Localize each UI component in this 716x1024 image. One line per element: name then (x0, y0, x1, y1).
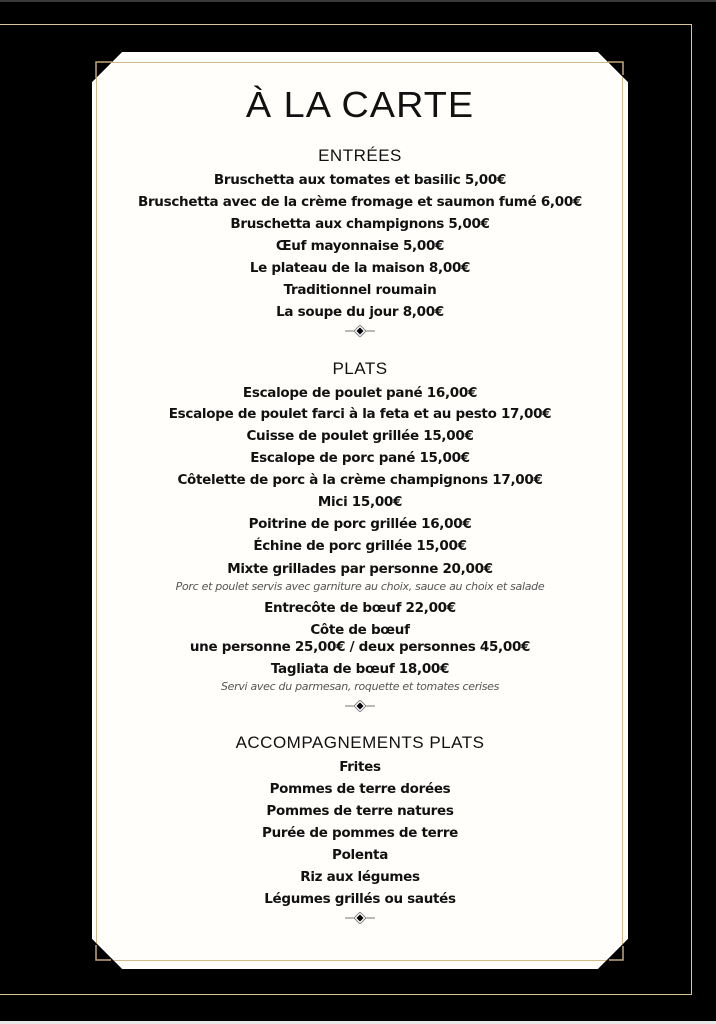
menu-item: une personne 25,00€ / deux personnes 45,00€ (189, 639, 531, 655)
menu-item: Œuf mayonnaise 5,00€ (275, 238, 445, 254)
diamond-divider-icon (345, 912, 375, 924)
menu-item: Riz aux légumes (300, 869, 420, 885)
menu-item: Purée de pommes de terre (261, 825, 459, 841)
menu-item: Frites (339, 759, 381, 775)
menu-item: Escalope de poulet farci à la feta et au pesto 17,00€ (168, 406, 552, 422)
section-title-plats: PLATS (332, 359, 388, 378)
menu-item: Échine de porc grillée 15,00€ (253, 538, 467, 554)
menu-item: Légumes grillés ou sautés (264, 891, 456, 907)
menu-item: Poitrine de porc grillée 16,00€ (248, 516, 472, 532)
menu-item: Bruschetta aux champignons 5,00€ (230, 216, 490, 232)
section-title-accompagnements: ACCOMPAGNEMENTS PLATS (235, 733, 485, 752)
menu-item: Mici 15,00€ (317, 494, 403, 510)
diamond-divider-icon (345, 700, 375, 712)
menu-item: Escalope de porc pané 15,00€ (250, 450, 470, 466)
menu-item: Côtelette de porc à la crème champignons 17,00€ (177, 472, 543, 488)
menu-item: Mixte grillades par personne 20,00€ (227, 561, 493, 577)
menu-item: Pommes de terre natures (266, 803, 454, 819)
menu-item: Le plateau de la maison 8,00€ (249, 260, 471, 276)
menu-item: Polenta (331, 847, 389, 863)
menu-item: Côte de bœuf (310, 622, 410, 638)
diamond-divider-icon (345, 325, 375, 337)
menu-item: Traditionnel roumain (283, 282, 437, 298)
menu-item: Bruschetta avec de la crème fromage et saumon fumé 6,00€ (137, 194, 583, 210)
menu-item-note: Servi avec du parmesan, roquette et tomates cerises (220, 680, 500, 693)
menu-item: Cuisse de poulet grillée 15,00€ (246, 428, 474, 444)
menu-item: Tagliata de bœuf 18,00€ (270, 661, 450, 677)
menu-item-note: Porc et poulet servis avec garniture au choix, sauce au choix et salade (175, 580, 545, 593)
menu-item: Pommes de terre dorées (269, 781, 451, 797)
menu-item: La soupe du jour 8,00€ (276, 304, 444, 320)
section-title-entrees: ENTRÉES (318, 146, 402, 165)
menu-content (92, 52, 628, 969)
menu-item: Bruschetta aux tomates et basilic 5,00€ (213, 172, 507, 188)
page-title: À LA CARTE (245, 84, 475, 125)
menu-item: Escalope de poulet pané 16,00€ (242, 385, 478, 401)
menu-item: Entrecôte de bœuf 22,00€ (264, 600, 456, 616)
